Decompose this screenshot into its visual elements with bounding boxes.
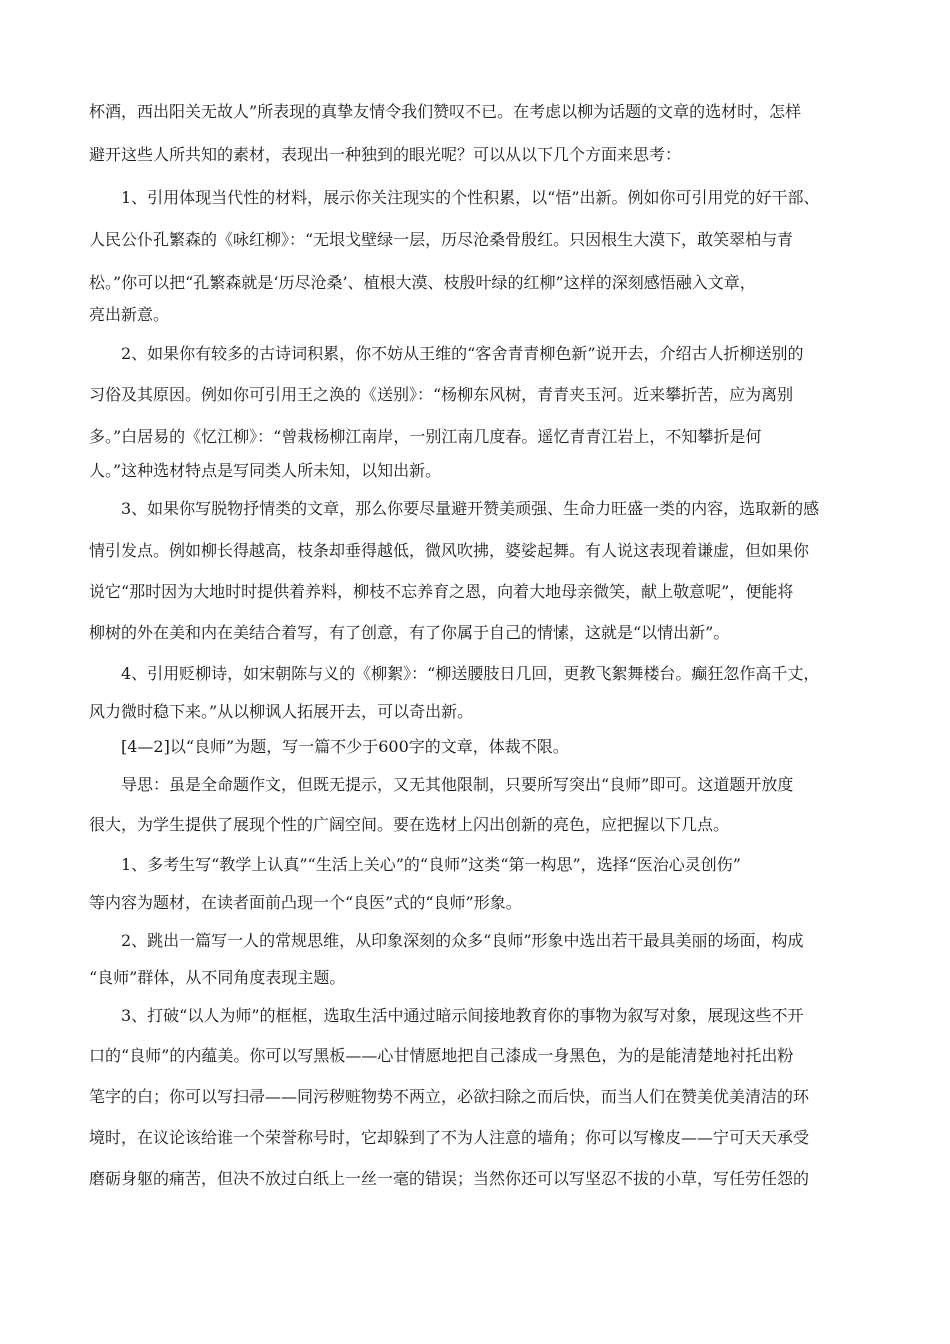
- text-line: 人民公仆孔繁森的《咏红柳》：“无垠戈壁绿一层，历尽沧桑骨殷红。只因根生大漠下，敢笑翠柏与青: [89, 230, 794, 249]
- text-line: 亮出新意。: [89, 305, 170, 324]
- text-line: 导思：虽是全命题作文，但既无提示，又无其他限制，只要所写突出“良师”即可。这道题开放度: [121, 775, 794, 794]
- text-line: 习俗及其原因。例如你可引用王之涣的《送别》：“杨柳东风树，青青夹玉河。近来攀折苦，应为离别: [89, 385, 794, 404]
- text-line: 2、如果你有较多的古诗词积累，你不妨从王维的“客舍青青柳色新”说开去，介绍古人折柳送别的: [121, 344, 804, 363]
- text-line: 2、跳出一篇写一人的常规思维，从印象深刻的众多“良师”形象中选出若干最具美丽的场面，构成: [121, 931, 804, 950]
- text-line: 笔字的白；你可以写扫帚——同污秽赃物势不两立，必欲扫除之而后快，而当人们在赞美优美清洁的环: [89, 1087, 810, 1106]
- text-line: 多。”白居易的《忆江柳》：“曾栽杨柳江南岸，一别江南几度春。遥忆青青江岩上，不知攀折是何: [89, 427, 762, 446]
- text-line: 3、如果你写脱物抒情类的文章，那么你要尽量避开赞美顽强、生命力旺盛一类的内容，选取新的感: [121, 499, 820, 518]
- text-line: 4、引用贬柳诗，如宋朝陈与义的《柳絮》：“柳送腰肢日几回，更教飞絮舞楼台。癫狂忽作高千丈，: [121, 664, 820, 683]
- text-line: 磨砺身躯的痛苦，但决不放过白纸上一丝一毫的错误；当然你还可以写坚忍不拔的小草，写任劳任怨的: [89, 1169, 810, 1188]
- text-line: [4—2]以“良师”为题，写一篇不少于600字的文章，体裁不限。: [121, 737, 569, 756]
- text-line: 3、打破“以人为师”的框框，选取生活中通过暗示间接地教育你的事物为叙写对象，展现这些不开: [121, 1006, 804, 1025]
- text-line: 杯酒，西出阳关无故人”所表现的真挚友情令我们赞叹不已。在考虑以柳为话题的文章的选材时，怎样: [89, 102, 802, 121]
- text-line: 境时，在议论该给谁一个荣誉称号时，它却躲到了不为人注意的墙角；你可以写橡皮——宁可天天承受: [89, 1128, 810, 1147]
- text-line: 柳树的外在美和内在美结合着写，有了创意，有了你属于自己的情愫，这就是“以情出新”。: [89, 623, 730, 642]
- text-line: “良师”群体，从不同角度表现主题。: [89, 968, 346, 987]
- text-line: 1、多考生写“教学上认真”“生活上关心”的“良师”这类“第一构思”，选择“医治心灵创伤”: [121, 855, 741, 874]
- text-line: 松。”你可以把“孔繁森就是‘历尽沧桑’、植根大漠、枝殷叶绿的红柳”这样的深刻感悟融入文章，: [89, 273, 756, 292]
- text-line: 口的“良师”的内蕴美。你可以写黑板——心甘情愿地把自己漆成一身黑色，为的是能清楚地衬托出粉: [89, 1046, 794, 1065]
- text-line: 1、引用体现当代性的材料，展示你关注现实的个性积累，以“悟”出新。例如你可引用党的好干部、: [121, 188, 820, 207]
- text-line: 风力微时稳下来。”从以柳讽人拓展开去，可以奇出新。: [89, 702, 474, 721]
- text-line: 等内容为题材，在读者面前凸现一个“良医”式的“良师”形象。: [89, 893, 522, 912]
- text-line: 说它“那时因为大地时时提供着养料，柳枝不忘养育之恩，向着大地母亲微笑，献上敬意呢”，便能将: [89, 582, 794, 601]
- text-line: 情引发点。例如柳长得越高，枝条却垂得越低，微风吹拂，婆娑起舞。有人说这表现着谦虚，但如果你: [89, 541, 810, 560]
- text-line: 人。”这种选材特点是写同类人所未知，以知出新。: [89, 461, 442, 480]
- text-line: 很大，为学生提供了展现个性的广阔空间。要在选材上闪出创新的亮色，应把握以下几点。: [89, 815, 730, 834]
- text-line: 避开这些人所共知的素材，表现出一种独到的眼光呢？可以从以下几个方面来思考：: [89, 145, 682, 164]
